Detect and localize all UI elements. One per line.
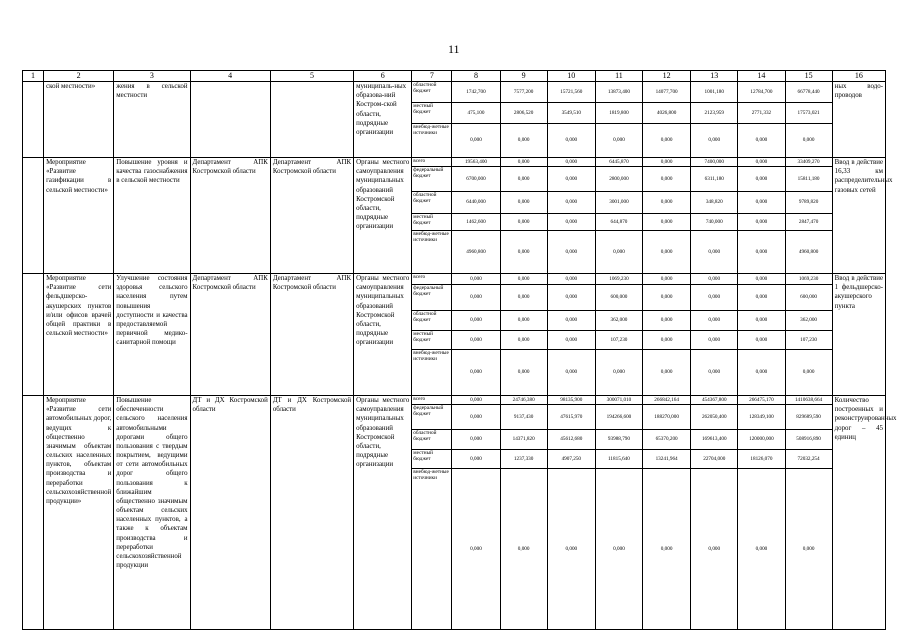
value-cell: 262050,400 [691,405,738,430]
value-cell: 12784,700 [738,82,785,103]
value-cell: 0,000 [547,331,595,350]
value-cell: 0,000 [500,124,547,158]
cell-c3: Повышение обеспеченности сельского населения автомобильными дорогами общего пользования с твердым покрытием, ведущими от сети автомобильных дорог общего пользования к ближайшим общественно значимым объектам сельских населенных пунктов, а также к объектам производства и переработки сельскохозяйственной продукции [114,396,190,630]
value-cell: 740,000 [691,214,738,231]
value-cell: 0,000 [738,192,785,214]
value-cell: 0,000 [452,274,500,285]
value-cell: 4960,800 [452,231,500,274]
value-cell: 9789,820 [785,192,832,214]
cell-c3: жения в сельской местности [114,82,190,158]
value-cell: 0,000 [643,214,691,231]
cell-c4: Департамент АПК Костромской области [190,274,270,396]
value-cell: 0,000 [643,167,691,192]
header-cell: 2 [44,71,114,82]
funding-source-cell: областной бюджет [412,311,452,331]
value-cell: 0,000 [452,285,500,311]
value-cell: 0,000 [547,274,595,285]
value-cell: 0,000 [452,469,500,630]
value-cell: 2806,520 [500,103,547,124]
cell-c16: Ввод в действие 1 фельдшерско-акушерского пункта [832,274,885,396]
value-cell: 362,000 [785,311,832,331]
header-cell: 14 [738,71,785,82]
value-cell: 14371,820 [500,430,547,450]
header-cell: 8 [452,71,500,82]
value-cell: 0,000 [500,274,547,285]
value-cell: 65370,200 [643,430,691,450]
cell-c6: муниципаль-ных образова-ний Костром-ской области, подрядные организации [354,82,412,158]
cell-c3: Повышение уровня и качества газоснабжения в сельской местности [114,158,190,274]
value-cell: 644,870 [595,214,642,231]
value-cell: 0,000 [500,167,547,192]
value-cell: 107,230 [595,331,642,350]
funding-source-cell: местный бюджет [412,214,452,231]
value-cell: 14077,700 [643,82,691,103]
value-cell: 0,000 [500,214,547,231]
value-cell: 0,000 [738,167,785,192]
header-row [23,71,886,82]
header-cell: 6 [354,71,412,82]
value-cell: 0,000 [785,469,832,630]
value-cell: 4026,800 [643,103,691,124]
value-cell: 1069,230 [785,274,832,285]
cell-c4 [190,82,270,158]
value-cell: 475,100 [452,103,500,124]
value-cell: 0,000 [452,405,500,430]
value-cell: 0,000 [691,124,738,158]
value-cell: 829689,590 [785,405,832,430]
funding-source-cell: областной бюджет [412,192,452,214]
value-cell: 120000,000 [738,430,785,450]
funding-source-cell: всего [412,396,452,405]
cell-c4: Департамент АПК Костромской области [190,158,270,274]
header-cell: 1 [23,71,44,82]
cell-c5 [270,82,353,158]
value-cell: 107,230 [785,331,832,350]
value-cell: 266842,164 [643,396,691,405]
value-cell: 0,000 [595,350,642,396]
table-row [23,158,886,167]
value-cell: 348,820 [691,192,738,214]
value-cell: 2123,959 [691,103,738,124]
value-cell: 93988,790 [595,430,642,450]
value-cell: 0,000 [643,274,691,285]
value-cell: 0,000 [452,124,500,158]
value-cell: 0,000 [643,311,691,331]
header-cell: 12 [643,71,691,82]
value-cell: 0,000 [547,214,595,231]
value-cell: 0,000 [500,469,547,630]
cell-c2: Мероприятие «Развитие сети фельдшерско-акушерских пунктов и/или офисов врачей общей практики в сельской местности» [44,274,114,396]
value-cell: 0,000 [547,311,595,331]
value-cell: 0,000 [643,192,691,214]
value-cell: 6700,000 [452,167,500,192]
value-cell: 0,000 [452,396,500,405]
row-number-cell [23,274,44,396]
value-cell: 300071,010 [595,396,642,405]
value-cell: 169613,400 [691,430,738,450]
funding-source-cell: всего [412,274,452,285]
value-cell: 17573,021 [785,103,832,124]
value-cell: 4907,250 [547,450,595,469]
value-cell: 0,000 [738,158,785,167]
value-cell: 15721,560 [547,82,595,103]
value-cell: 194266,600 [595,405,642,430]
value-cell: 0,000 [547,167,595,192]
value-cell: 0,000 [547,469,595,630]
cell-c5: Департамент АПК Костромской области [270,274,353,396]
value-cell: 508916,890 [785,430,832,450]
value-cell: 0,000 [691,274,738,285]
header-cell: 4 [190,71,270,82]
value-cell: 0,000 [452,430,500,450]
cell-c16: Количество построенных и реконструированных дорог – 45 единиц [832,396,885,630]
header-cell: 10 [547,71,595,82]
value-cell: 98135,900 [547,396,595,405]
value-cell: 1410638,664 [785,396,832,405]
value-cell: 0,000 [738,274,785,285]
value-cell: 0,000 [691,331,738,350]
funding-source-cell: федеральный бюджет [412,167,452,192]
cell-c16: ных водо-проводов [832,82,885,158]
value-cell: 600,000 [595,285,642,311]
value-cell: 0,000 [500,192,547,214]
value-cell: 0,000 [500,158,547,167]
value-cell: 0,000 [691,285,738,311]
value-cell: 22704,000 [691,450,738,469]
funding-source-cell: внебюд-жетные источники [412,231,452,274]
value-cell: 1819,800 [595,103,642,124]
value-cell: 0,000 [643,231,691,274]
value-cell: 0,000 [547,285,595,311]
value-cell: 188270,000 [643,405,691,430]
value-cell: 0,000 [643,331,691,350]
value-cell: 2771,332 [738,103,785,124]
value-cell: 2800,000 [595,167,642,192]
value-cell: 0,000 [500,331,547,350]
value-cell: 0,000 [500,350,547,396]
value-cell: 600,000 [785,285,832,311]
value-cell: 0,000 [785,124,832,158]
funding-source-cell: внебюд-жетные источники [412,469,452,630]
value-cell: 0,000 [691,311,738,331]
header-cell: 11 [595,71,642,82]
value-cell: 3001,000 [595,192,642,214]
value-cell: 11815,640 [595,450,642,469]
value-cell: 0,000 [547,124,595,158]
funding-source-cell: федеральный бюджет [412,405,452,430]
cell-c3: Улучшение состояния здоровья сельского населения путем повышения доступности и качества предоставляемой первичной медико-санитарной помощи [114,274,190,396]
value-cell: 1237,330 [500,450,547,469]
funding-source-cell: местный бюджет [412,450,452,469]
value-cell: 1742,700 [452,82,500,103]
funding-source-cell: областной бюджет [412,430,452,450]
cell-c2: Мероприятие «Развитие газификации в сельской местности» [44,158,114,274]
cell-c5: Департамент АПК Костромской области [270,158,353,274]
funding-source-cell: местный бюджет [412,103,452,124]
header-cell: 15 [785,71,832,82]
funding-source-cell: областной бюджет [412,82,452,103]
header-cell: 9 [500,71,547,82]
value-cell: 6440,000 [452,192,500,214]
value-cell: 0,000 [547,158,595,167]
row-number-cell [23,396,44,630]
value-cell: 4960,800 [785,231,832,274]
value-cell: 1001,180 [691,82,738,103]
value-cell: 0,000 [738,214,785,231]
value-cell: 9137,430 [500,405,547,430]
table-row [23,82,886,103]
value-cell: 24746,380 [500,396,547,405]
header-cell: 7 [412,71,452,82]
value-cell: 0,000 [691,469,738,630]
value-cell: 362,000 [595,311,642,331]
value-cell: 0,000 [595,469,642,630]
page-number: 11 [448,42,460,56]
value-cell: 0,000 [547,350,595,396]
value-cell: 45612,680 [547,430,595,450]
value-cell: 0,000 [738,331,785,350]
value-cell: 18126,070 [738,450,785,469]
value-cell: 0,000 [738,311,785,331]
value-cell: 0,000 [643,350,691,396]
value-cell: 6311,180 [691,167,738,192]
header-cell: 3 [114,71,190,82]
funding-source-cell: внебюд-жетные источники [412,350,452,396]
cell-c4: ДТ и ДХ Костромской области [190,396,270,630]
header-cell: 13 [691,71,738,82]
value-cell: 13241,964 [643,450,691,469]
header-cell: 5 [270,71,353,82]
value-cell: 0,000 [691,231,738,274]
value-cell: 3549,510 [547,103,595,124]
funding-source-cell: внебюд-жетные источники [412,124,452,158]
cell-c16: Ввод в действие 16,33 км распределительных газовых сетей [832,158,885,274]
budget-table [22,70,897,630]
value-cell: 0,000 [452,350,500,396]
cell-c6: Органы местного самоуправления муниципальных образований Костромской области, подрядные организации [354,158,412,274]
cell-c2: ской местности» [44,82,114,158]
value-cell: 454367,800 [691,396,738,405]
value-cell: 0,000 [595,231,642,274]
funding-source-cell: федеральный бюджет [412,285,452,311]
value-cell: 0,000 [643,469,691,630]
value-cell: 2847,470 [785,214,832,231]
value-cell: 0,000 [738,285,785,311]
table-row [23,396,886,405]
value-cell: 1069,230 [595,274,642,285]
value-cell: 0,000 [500,311,547,331]
value-cell: 6445,870 [595,158,642,167]
header-cell: 16 [832,71,885,82]
value-cell: 13873,400 [595,82,642,103]
value-cell: 0,000 [643,285,691,311]
table-row [23,274,886,285]
value-cell: 1462,600 [452,214,500,231]
value-cell: 0,000 [738,350,785,396]
value-cell: 0,000 [643,124,691,158]
value-cell: 66778,440 [785,82,832,103]
cell-c6: Органы местного самоуправления муниципальных образований Костромской области, подрядные организации [354,396,412,630]
value-cell: 0,000 [547,231,595,274]
funding-source-cell: всего [412,158,452,167]
value-cell: 0,000 [738,124,785,158]
value-cell: 0,000 [452,311,500,331]
value-cell: 0,000 [595,124,642,158]
value-cell: 128349,100 [738,405,785,430]
value-cell: 15811,180 [785,167,832,192]
value-cell: 266475,170 [738,396,785,405]
value-cell: 33409,270 [785,158,832,167]
cell-c2: Мероприятие «Развитие сети автомобильных дорог, ведущих к общественно значимым объектам сельских населенных пунктов, объектам производства и переработки сельскохозяйственной продукции» [44,396,114,630]
value-cell: 72032,254 [785,450,832,469]
value-cell: 0,000 [547,192,595,214]
value-cell: 7400,000 [691,158,738,167]
row-number-cell [23,158,44,274]
value-cell: 47615,970 [547,405,595,430]
value-cell: 0,000 [785,350,832,396]
funding-source-cell: местный бюджет [412,331,452,350]
value-cell: 0,000 [691,350,738,396]
value-cell: 0,000 [500,285,547,311]
value-cell: 7577,200 [500,82,547,103]
value-cell: 19563,400 [452,158,500,167]
cell-c6: Органы местного самоуправления муниципальных образований Костромской области, подрядные организации [354,274,412,396]
value-cell: 0,000 [500,231,547,274]
row-number-cell [23,82,44,158]
value-cell: 0,000 [452,450,500,469]
value-cell: 0,000 [452,331,500,350]
cell-c5: ДТ и ДХ Костромской области [270,396,353,630]
value-cell: 0,000 [643,158,691,167]
value-cell: 0,000 [738,469,785,630]
value-cell: 0,000 [738,231,785,274]
